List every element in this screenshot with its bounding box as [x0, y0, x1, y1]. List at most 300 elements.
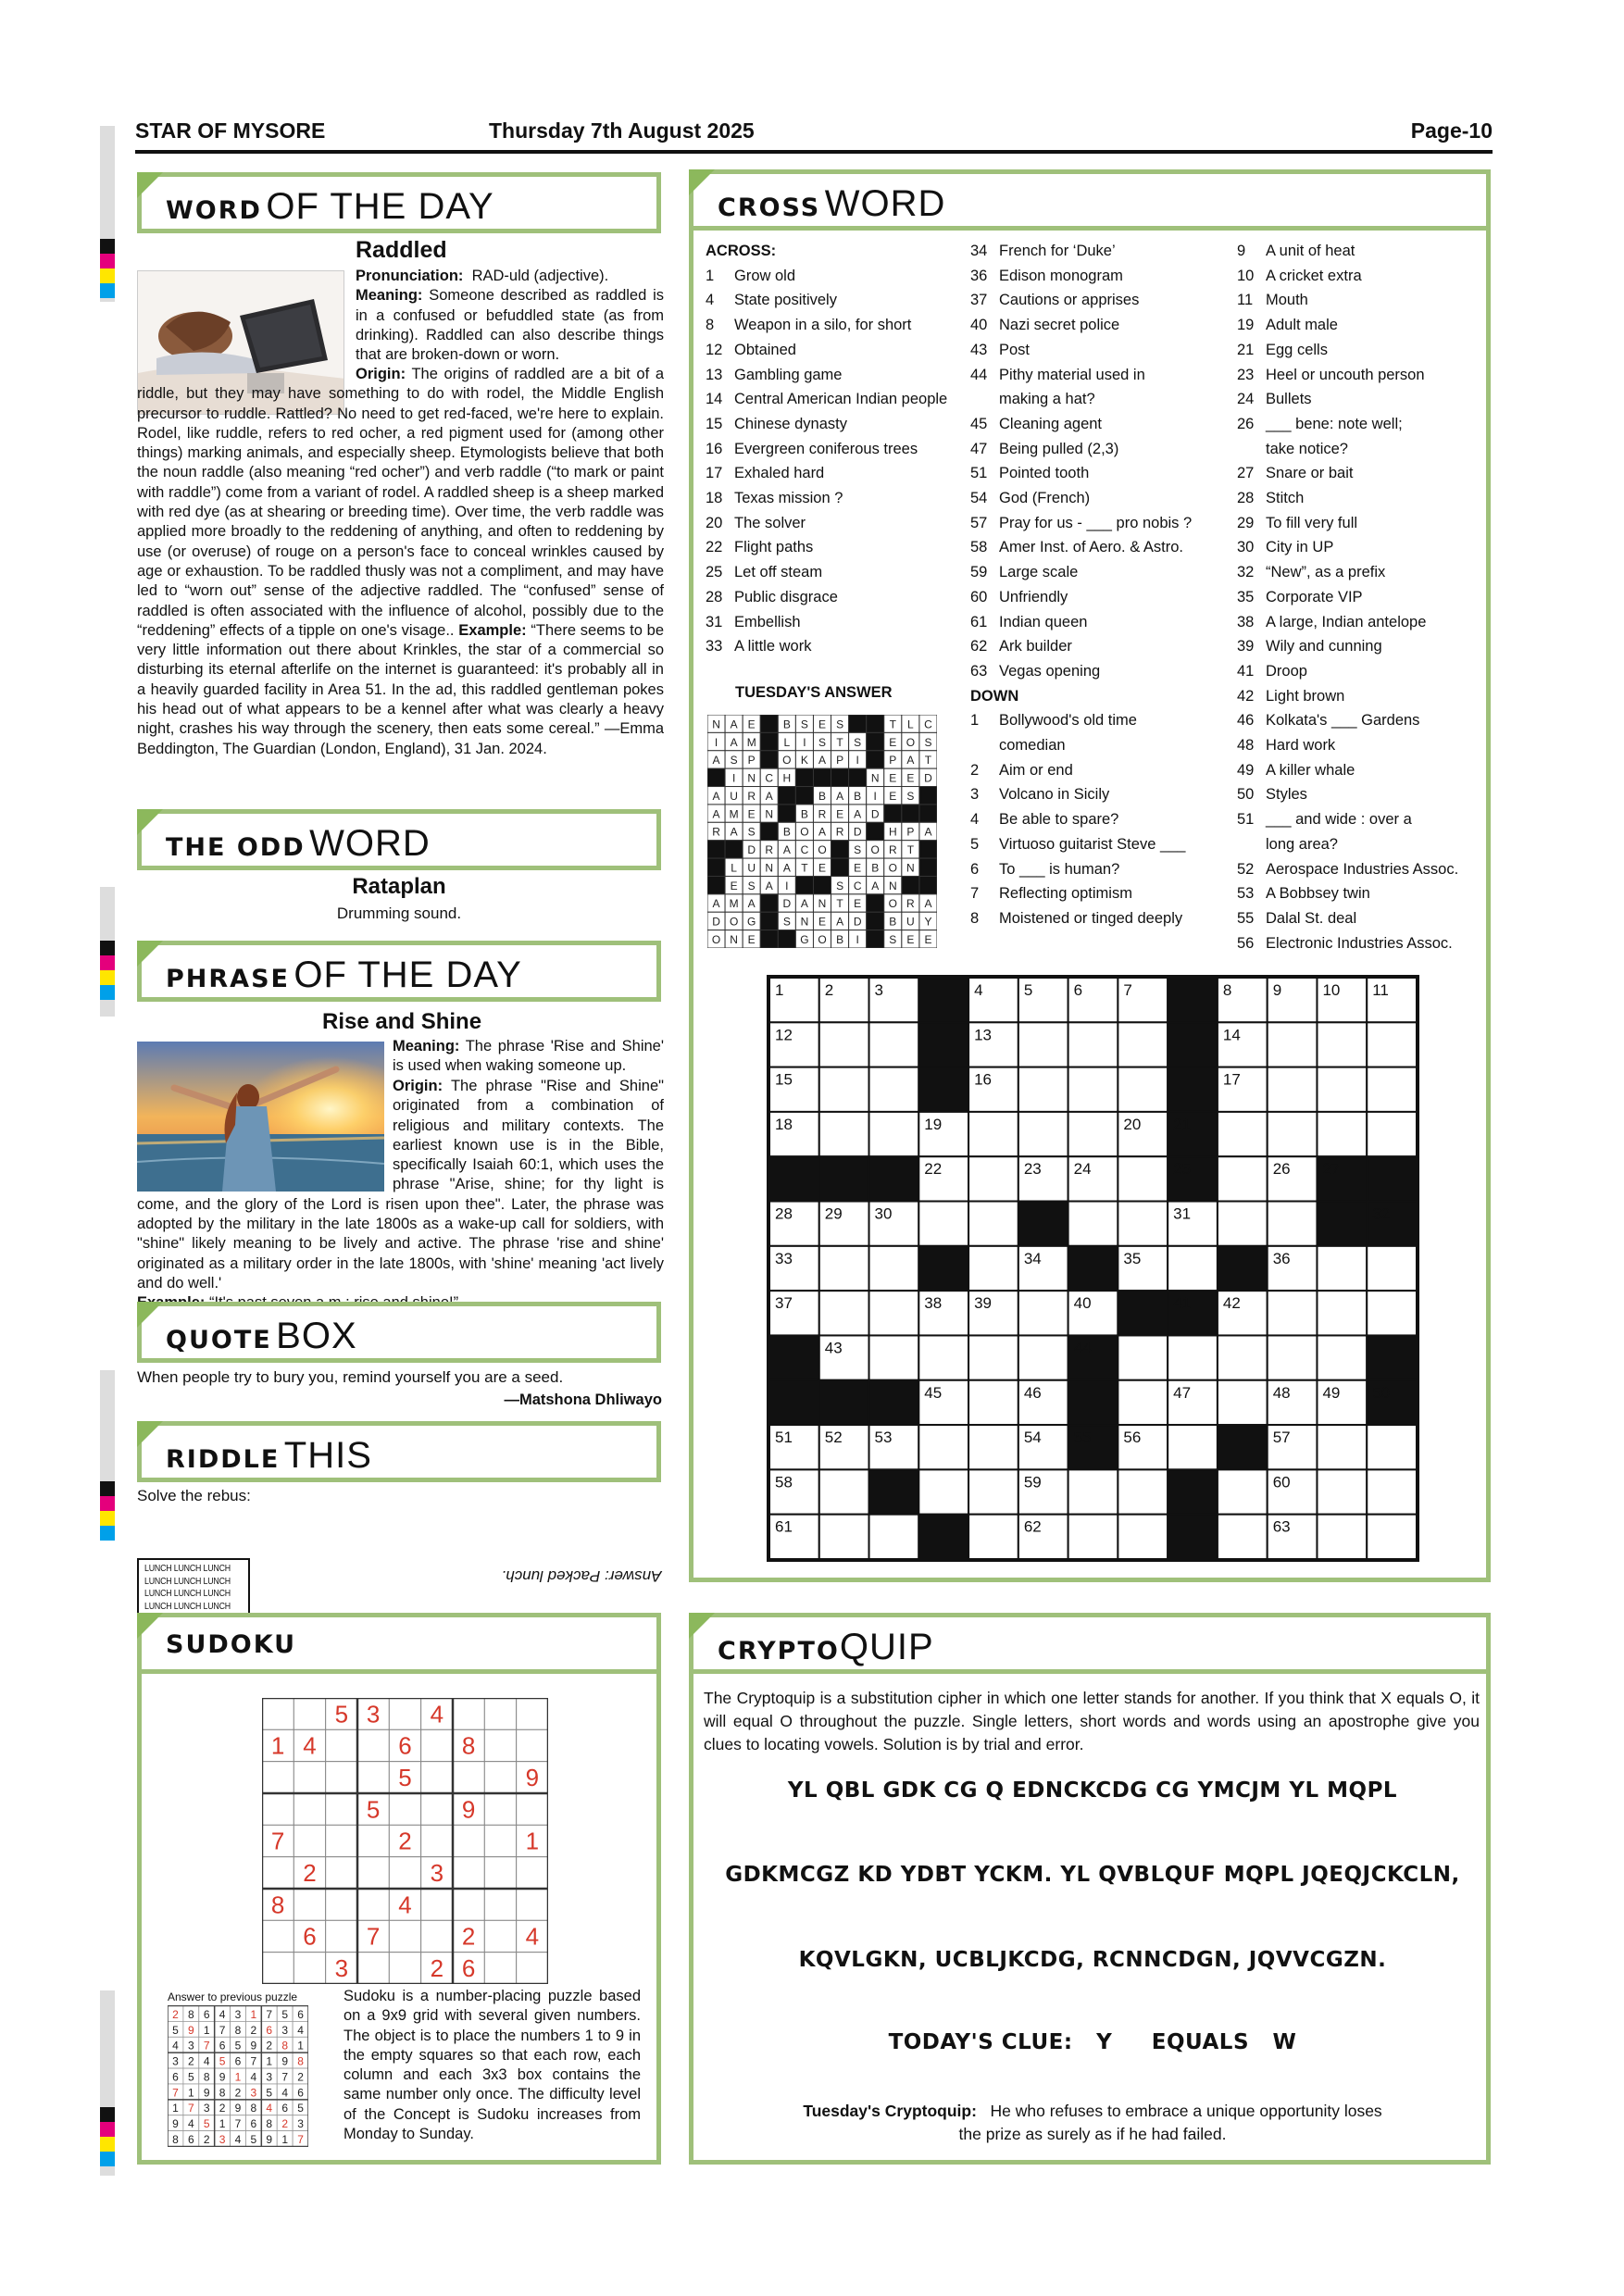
sudoku-cell[interactable] [262, 1793, 294, 1825]
sudoku-cell[interactable] [453, 1857, 484, 1889]
crossword-cell[interactable] [1317, 1291, 1367, 1335]
crossword-cell[interactable] [1218, 1112, 1268, 1156]
answer-cell [760, 751, 778, 768]
sudoku-cell[interactable] [357, 1889, 389, 1920]
crossword-clue: 28 Stitch [1237, 490, 1305, 507]
sudoku-cell[interactable] [517, 1857, 548, 1889]
answer-letter: O [711, 933, 721, 946]
sudoku-given-number: 1 [270, 1731, 285, 1760]
crossword-clue: 43 Post [970, 341, 1031, 358]
answer-cell [919, 841, 937, 858]
sudoku-cell[interactable] [484, 1953, 516, 1984]
crossword-clue: 1 Bollywood's old time [970, 712, 1137, 730]
sudoku-title-box: SUDOKU [137, 1613, 661, 1674]
sudoku-cell[interactable] [357, 1825, 389, 1856]
sudoku-cell[interactable] [484, 1920, 516, 1952]
crossword-cell[interactable] [1367, 1246, 1417, 1291]
crossword-cell[interactable] [968, 1469, 1018, 1514]
sudoku-cell[interactable] [389, 1953, 420, 1984]
sudoku-prev-digit: 7 [187, 2102, 194, 2115]
phrase-of-day-phrase: Rise and Shine [322, 1009, 482, 1034]
crossword-cell[interactable] [819, 1291, 869, 1335]
answer-letter: S [854, 735, 862, 749]
crossword-clue: 1 Grow old [706, 267, 796, 284]
crossword-cell[interactable] [1018, 1067, 1068, 1112]
crossword-cell[interactable] [1218, 1156, 1268, 1201]
answer-cell [831, 841, 849, 858]
sudoku-cell[interactable] [294, 1793, 325, 1825]
answer-letter: B [782, 825, 791, 839]
answer-letter: N [818, 897, 827, 911]
sudoku-cell[interactable] [517, 1698, 548, 1729]
sudoku-prev-digit: 2 [281, 2117, 289, 2131]
crossword-clue: 7 Reflecting optimism [970, 885, 1132, 903]
sudoku-cell[interactable] [326, 1793, 357, 1825]
crossword-cell[interactable] [1118, 1335, 1168, 1379]
crossword-cell[interactable] [1317, 1425, 1367, 1469]
crossword-cell[interactable] [1317, 1022, 1367, 1067]
crossword-clue: 28 Public disgrace [706, 588, 838, 605]
crossword-cell[interactable] [819, 1112, 869, 1156]
sudoku-cell[interactable] [262, 1857, 294, 1889]
sudoku-cell[interactable] [389, 1920, 420, 1952]
crossword-cell[interactable] [819, 1469, 869, 1514]
crossword-cell-number: 36 [1272, 1249, 1291, 1267]
answer-letter: A [871, 879, 880, 892]
crossword-cell[interactable] [819, 1246, 869, 1291]
cryptoquip-line-1: YL QBL GDK CG Q EDNCKCDG CG YMCJM YL MQPL [787, 1778, 1398, 1803]
sudoku-grid[interactable] [262, 1698, 548, 1984]
crossword-cell-number: 33 [775, 1249, 793, 1267]
answer-letter: C [924, 718, 932, 731]
crossword-cell[interactable] [1168, 1425, 1218, 1469]
crossword-cell[interactable] [1068, 1515, 1118, 1559]
crossword-cell[interactable] [1268, 1022, 1318, 1067]
crossword-clue: 51 Pointed tooth [970, 465, 1090, 482]
sudoku-cell[interactable] [357, 1857, 389, 1889]
crossword-cell[interactable] [918, 1335, 968, 1379]
answer-letter: N [712, 718, 720, 731]
crossword-cell[interactable] [1317, 1515, 1367, 1559]
sudoku-given-number: 4 [303, 1731, 317, 1760]
crossword-cell-number: 38 [924, 1294, 943, 1313]
crossword-black-cell [1068, 1246, 1118, 1291]
sudoku-prev-digit: 9 [250, 2039, 257, 2053]
sudoku-cell[interactable] [294, 1762, 325, 1793]
answer-letter: T [906, 843, 915, 857]
sudoku-previous-answer-grid [168, 2005, 308, 2147]
crossword-cell[interactable] [1367, 1425, 1417, 1469]
sudoku-prev-digit: 4 [187, 2117, 194, 2131]
crossword-clue: 20 The solver [706, 514, 806, 531]
answer-letter: B [782, 718, 791, 731]
sudoku-prev-digit: 2 [250, 2023, 257, 2037]
crossword-clue: 17 Exhaled hard [706, 465, 825, 482]
answer-letter: S [836, 718, 844, 731]
sudoku-prev-digit: 7 [281, 2070, 289, 2084]
answer-letter: E [924, 933, 932, 946]
answer-letter: M [729, 807, 739, 821]
sudoku-cell[interactable] [326, 1825, 357, 1856]
sudoku-prev-digit: 3 [297, 2117, 304, 2131]
crossword-clue: 12 Obtained [706, 341, 796, 358]
crossword-cell[interactable] [1118, 1022, 1168, 1067]
answer-cell [919, 858, 937, 876]
crossword-cell[interactable] [869, 1246, 919, 1291]
crossword-cell-number: 20 [1123, 1115, 1142, 1133]
crossword-cell[interactable] [1367, 1469, 1417, 1514]
sudoku-cell[interactable] [294, 1825, 325, 1856]
crossword-clue: 47 Being pulled (2,3) [970, 440, 1119, 457]
sudoku-cell[interactable] [421, 1762, 453, 1793]
crossword-cell[interactable] [968, 1380, 1018, 1425]
crossword-cell[interactable] [968, 1202, 1018, 1246]
crossword-black-cell [1218, 1246, 1268, 1291]
sudoku-cell[interactable] [484, 1825, 516, 1856]
answer-letter: S [836, 879, 844, 892]
crossword-cell[interactable] [1118, 1469, 1168, 1514]
crossword-cell[interactable] [1118, 1515, 1168, 1559]
crossword-cell[interactable] [1068, 1202, 1118, 1246]
sudoku-prev-digit: 5 [187, 2070, 194, 2084]
answer-letter: O [906, 735, 916, 749]
crossword-cell[interactable] [819, 1067, 869, 1112]
sudoku-cell[interactable] [484, 1729, 516, 1761]
crossword-clue: 63 Vegas opening [970, 662, 1101, 680]
crossword-cell[interactable] [1317, 1067, 1367, 1112]
answer-letter: O [729, 915, 739, 929]
phrase-of-day-title-box: PHRASE OF THE DAY [137, 941, 661, 1002]
answer-letter: E [730, 879, 738, 892]
crossword-clue: 33 A little work [706, 638, 812, 655]
sudoku-cell[interactable] [517, 1889, 548, 1920]
answer-letter: T [836, 897, 843, 911]
sudoku-given-number: 7 [366, 1922, 381, 1951]
crossword-cell[interactable] [918, 1202, 968, 1246]
crossword-clue: 46 Kolkata's ___ Gardens [1237, 712, 1420, 730]
crossword-cell-number: 14 [1222, 1026, 1241, 1044]
answer-cell [795, 787, 813, 805]
crossword-cell[interactable] [1367, 1515, 1417, 1559]
crossword-cell[interactable] [869, 1112, 919, 1156]
sudoku-cell[interactable] [421, 1793, 453, 1825]
answer-letter: A [730, 825, 738, 839]
sudoku-prev-digit: 2 [172, 2007, 179, 2021]
crossword-cell[interactable] [869, 1067, 919, 1112]
crossword-cell[interactable] [1068, 1022, 1118, 1067]
crossword-cell[interactable] [1268, 1291, 1318, 1335]
crossword-cell[interactable] [1118, 1067, 1168, 1112]
answer-letter: U [906, 915, 915, 929]
crossword-cell[interactable] [1018, 1112, 1068, 1156]
answer-cell [884, 805, 902, 822]
crossword-cell-number: 42 [1222, 1294, 1241, 1313]
answer-cell [867, 930, 884, 948]
crossword-cell[interactable] [1168, 1246, 1218, 1291]
sudoku-prev-digit: 8 [187, 2007, 194, 2021]
answer-letter: L [783, 735, 791, 749]
crossword-cell-number: 19 [924, 1115, 943, 1133]
answer-letter: I [803, 735, 806, 749]
crossword-cell[interactable] [819, 1022, 869, 1067]
crossword-clue: 57 Pray for us - ___ pro nobis ? [970, 514, 1193, 531]
crossword-clue: 60 Unfriendly [970, 588, 1068, 605]
crossword-cell[interactable] [1018, 1335, 1068, 1379]
sudoku-cell[interactable] [262, 1953, 294, 1984]
crossword-cell[interactable] [1367, 1291, 1417, 1335]
sudoku-cell[interactable] [517, 1953, 548, 1984]
answer-letter: U [730, 789, 738, 803]
word-of-day-text-wrapped: Pronunciation: RAD-uld (adjective). Meaning: Someone described as raddled is in a confused or befuddled state (as from drinking). Raddled can also describe things that are broken-down or worn. [356, 268, 664, 364]
crossword-cell[interactable] [1317, 1469, 1367, 1514]
sudoku-prev-digit: 3 [234, 2007, 242, 2021]
crossword-cell-number: 53 [874, 1429, 893, 1447]
answer-cell [831, 858, 849, 876]
crossword-black-cell [918, 1067, 968, 1112]
crossword-cell-number: 58 [775, 1473, 793, 1491]
answer-cell [813, 768, 831, 786]
crossword-grid[interactable] [767, 975, 1419, 1562]
crossword-cell-number: 52 [824, 1429, 843, 1447]
crossword-clue: 19 Adult male [1237, 317, 1338, 334]
crossword-black-cell [1118, 1291, 1168, 1335]
sudoku-cell[interactable] [389, 1857, 420, 1889]
sudoku-cell[interactable] [326, 1857, 357, 1889]
color-registration-marks [100, 239, 115, 298]
crossword-cell[interactable] [1367, 1067, 1417, 1112]
crossword-cell[interactable] [1317, 1112, 1367, 1156]
crossword-cell[interactable] [1268, 1335, 1318, 1379]
crossword-clue: 48 Hard work [1237, 737, 1336, 755]
sudoku-cell[interactable] [357, 1953, 389, 1984]
crossword-cell[interactable] [1218, 1515, 1268, 1559]
crossword-cell[interactable] [1068, 1112, 1118, 1156]
crossword-clue: 21 Egg cells [1237, 341, 1328, 358]
sudoku-cell[interactable] [326, 1762, 357, 1793]
crossword-clue: 23 Heel or uncouth person [1237, 366, 1425, 383]
crossword-cell[interactable] [869, 1022, 919, 1067]
crossword-cell-number: 25 [1173, 1160, 1192, 1179]
crossword-cell-number: 43 [824, 1339, 843, 1357]
crossword-cell[interactable] [1218, 1469, 1268, 1514]
crossword-cell-number: 24 [1073, 1160, 1092, 1179]
sudoku-cell[interactable] [357, 1729, 389, 1761]
crossword-cell[interactable] [1268, 1202, 1318, 1246]
sudoku-given-number: 4 [398, 1890, 412, 1919]
answer-letter: A [712, 754, 720, 767]
crossword-cell[interactable] [968, 1246, 1018, 1291]
answer-cell [849, 715, 867, 732]
crossword-cell-number: 41 [1173, 1294, 1192, 1313]
sudoku-given-number: 8 [461, 1731, 476, 1760]
crossword-cell-number: 1 [775, 981, 784, 999]
answer-letter: C [800, 843, 809, 857]
sudoku-prev-digit: 4 [172, 2039, 179, 2053]
sudoku-cell[interactable] [421, 1825, 453, 1856]
crossword-clue: making a hat? [999, 391, 1095, 408]
crossword-cell[interactable] [1268, 1112, 1318, 1156]
crossword-cell[interactable] [1118, 1202, 1168, 1246]
crossword-cell[interactable] [1367, 1022, 1417, 1067]
crossword-cell[interactable] [968, 1515, 1018, 1559]
crossword-cell[interactable] [1168, 1335, 1218, 1379]
sudoku-prev-digit: 5 [266, 2086, 273, 2100]
crossword-cell[interactable] [968, 1156, 1018, 1201]
sudoku-cell[interactable] [262, 1762, 294, 1793]
crossword-cell[interactable] [1018, 1291, 1068, 1335]
crossword-cell[interactable] [869, 1515, 919, 1559]
answer-cell [902, 805, 919, 822]
answer-letter: A [818, 825, 827, 839]
answer-letter: O [870, 843, 880, 857]
crossword-cell[interactable] [1068, 1469, 1118, 1514]
crossword-black-cell [819, 1380, 869, 1425]
sudoku-given-number: 6 [303, 1922, 317, 1951]
sudoku-cell[interactable] [326, 1729, 357, 1761]
answer-cell [760, 822, 778, 840]
crossword-cell-number: 47 [1173, 1383, 1192, 1402]
sudoku-cell[interactable] [294, 1698, 325, 1729]
crossword-cell[interactable] [1218, 1335, 1268, 1379]
crossword-cell[interactable] [1317, 1335, 1367, 1379]
crossword-cell[interactable] [1317, 1246, 1367, 1291]
crossword-cell[interactable] [1218, 1380, 1268, 1425]
page-number: Page-10 [1410, 119, 1493, 143]
answer-cell [867, 894, 884, 912]
sudoku-cell[interactable] [294, 1953, 325, 1984]
crossword-cell[interactable] [968, 1425, 1018, 1469]
sudoku-cell[interactable] [517, 1729, 548, 1761]
crossword-cell[interactable] [1268, 1067, 1318, 1112]
sudoku-cell[interactable] [484, 1857, 516, 1889]
sudoku-cell[interactable] [421, 1729, 453, 1761]
answer-letter: A [854, 807, 862, 821]
sudoku-cell[interactable] [484, 1793, 516, 1825]
crossword-cell-number: 54 [1023, 1429, 1042, 1447]
sudoku-cell[interactable] [453, 1825, 484, 1856]
sudoku-cell[interactable] [453, 1889, 484, 1920]
crossword-cell[interactable] [869, 1335, 919, 1379]
crossword-black-cell [769, 1156, 819, 1201]
answer-letter: E [906, 933, 915, 946]
answer-letter: B [818, 789, 827, 803]
answer-letter: I [873, 789, 877, 803]
crossword-cell[interactable] [869, 1291, 919, 1335]
sudoku-cell[interactable] [484, 1698, 516, 1729]
sudoku-cell[interactable] [357, 1762, 389, 1793]
answer-letter: T [801, 861, 808, 875]
crossword-cell[interactable] [918, 1469, 968, 1514]
answer-letter: T [889, 718, 896, 731]
crossword-cell-number: 59 [1023, 1473, 1042, 1491]
sudoku-cell[interactable] [421, 1889, 453, 1920]
crossword-cell[interactable] [968, 1335, 1018, 1379]
sudoku-prev-digit: 2 [187, 2054, 194, 2068]
crossword-clue: 3 Volcano in Sicily [970, 786, 1110, 804]
crossword-cell[interactable] [918, 1425, 968, 1469]
sudoku-prev-digit: 7 [297, 2133, 304, 2146]
sudoku-cell[interactable] [484, 1889, 516, 1920]
sudoku-prev-digit: 4 [203, 2054, 210, 2068]
sudoku-cell[interactable] [453, 1698, 484, 1729]
crossword-clue: 51 ___ and wide : over a [1237, 811, 1412, 829]
sudoku-prev-digit: 8 [234, 2023, 242, 2037]
answer-letter: S [747, 879, 756, 892]
answer-letter: A [782, 861, 791, 875]
crossword-cell[interactable] [1018, 1022, 1068, 1067]
sudoku-cell[interactable] [326, 1920, 357, 1952]
sudoku-cell[interactable] [262, 1920, 294, 1952]
sudoku-cell[interactable] [294, 1889, 325, 1920]
crossword-cell[interactable] [1068, 1067, 1118, 1112]
answer-cell [849, 768, 867, 786]
sudoku-cell[interactable] [484, 1762, 516, 1793]
answer-cell [867, 715, 884, 732]
sudoku-prev-digit: 2 [219, 2102, 226, 2115]
sudoku-prev-digit: 5 [297, 2102, 304, 2115]
sudoku-cell[interactable] [389, 1698, 420, 1729]
word-of-day-word: Raddled [356, 237, 447, 263]
crossword-cell[interactable] [968, 1112, 1018, 1156]
crossword-cell[interactable] [1118, 1156, 1168, 1201]
crossword-clue: 5 Virtuoso guitarist Steve ___ [970, 835, 1186, 853]
crossword-cell[interactable] [1367, 1112, 1417, 1156]
crossword-cell-number: 61 [775, 1517, 793, 1536]
sudoku-prev-digit: 6 [297, 2007, 304, 2021]
crossword-cell-number: 21 [1173, 1115, 1192, 1133]
answer-letter: Y [924, 915, 932, 929]
sudoku-cell[interactable] [389, 1793, 420, 1825]
crossword-cell[interactable] [1118, 1380, 1168, 1425]
sudoku-cell[interactable] [262, 1698, 294, 1729]
sudoku-prev-digit: 8 [219, 2086, 226, 2100]
crossword-cell-number: 10 [1322, 981, 1341, 999]
answer-cell [867, 822, 884, 840]
answer-letter: D [853, 825, 862, 839]
crossword-clue: 34 French for ‘Duke’ [970, 243, 1116, 259]
cryptoquip-intro: The Cryptoquip is a substitution cipher in which one letter stands for another. If you think that X equals O, it will equal O throughout the puzzle. Single letters, short words and words using an apostrophe give you clues to locating vowels. Solution is by trial and error. [704, 1689, 1480, 1753]
answer-letter: A [782, 843, 791, 857]
crossword-cell[interactable] [819, 1515, 869, 1559]
rebus-image: LUNCH LUNCH LUNCH LUNCH LUNCH LUNCH LUNCH LUNCH LUNCH LUNCH LUNCH LUNCH [137, 1558, 250, 1629]
crossword-clue: 24 Bullets [1237, 391, 1312, 408]
answer-cell [707, 841, 725, 858]
crossword-cell-number: 48 [1272, 1383, 1291, 1402]
answer-letter: D [712, 915, 720, 929]
answer-letter: B [871, 861, 880, 875]
answer-letter: A [747, 897, 756, 911]
sudoku-cell[interactable] [453, 1762, 484, 1793]
crossword-cell-number: 18 [775, 1115, 793, 1133]
sudoku-cell[interactable] [517, 1793, 548, 1825]
sudoku-prev-digit: 5 [234, 2039, 242, 2053]
answer-letter: E [889, 771, 897, 785]
crossword-cell[interactable] [1218, 1202, 1268, 1246]
crossword-clue: long area? [1266, 835, 1338, 853]
sudoku-cell[interactable] [326, 1889, 357, 1920]
sudoku-given-number: 1 [525, 1827, 540, 1855]
sudoku-given-number: 3 [430, 1859, 444, 1887]
answer-letter: N [888, 879, 897, 892]
crossword-black-cell [1168, 1067, 1218, 1112]
odd-word: Rataplan [352, 874, 446, 899]
sudoku-cell[interactable] [421, 1920, 453, 1952]
answer-letter: A [765, 879, 773, 892]
cryptoquip-line-2: GDKMCGZ KD YDBT YCKM. YL QVBLQUF MQPL JQEQJCKCLN, [725, 1863, 1460, 1887]
color-registration-marks [100, 1481, 115, 1541]
crossword-clue: 56 Electronic Industries Assoc. [1237, 934, 1453, 952]
crossword-cell-number: 26 [1272, 1160, 1291, 1179]
